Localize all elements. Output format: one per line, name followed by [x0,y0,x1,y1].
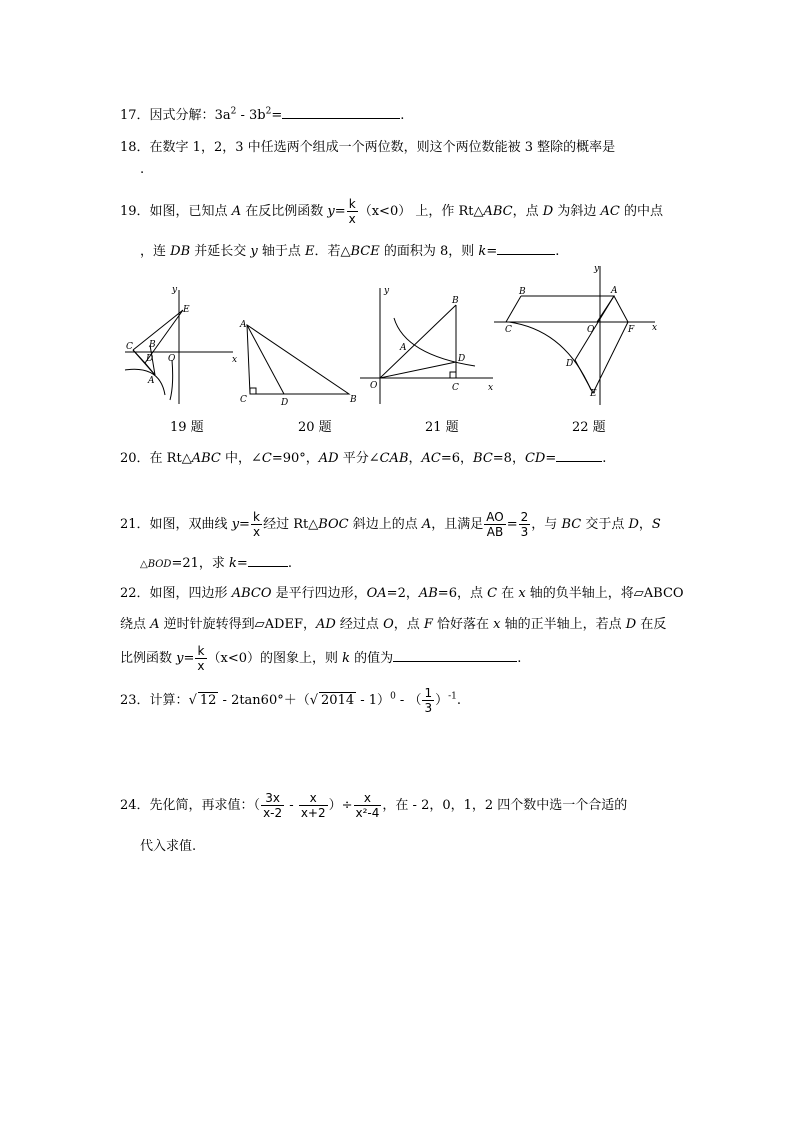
q20: 20．在 Rt△ABC 中，∠C=90°，AD 平分∠CAB，AC=6，BC=8，CD= . [120,451,607,466]
svg-text:x: x [232,355,238,365]
answer-blank[interactable] [248,555,288,567]
svg-text:O: O [587,325,595,335]
q22-line2: 绕点 A 逆时针旋转得到▱ADEF，AD 经过点 O，点 F 恰好落在 x 轴的正半轴上，若点 D 在反 [120,617,667,632]
svg-text:B: B [519,287,526,297]
svg-text:D: D [146,354,154,364]
q22-line3: 比例函数 y= $\frac{k}{x}$ （x<0）的图象上，则 k 的值为 . [120,644,522,673]
q17: 17．因式分解：$3a^2 - 3b^2=$ . [120,106,405,123]
svg-text:C: C [505,325,512,335]
svg-text:A: A [400,343,407,353]
svg-text:x: x [488,383,494,393]
svg-text:D: D [566,359,574,369]
svg-text:C: C [452,383,459,393]
svg-text:E: E [183,305,190,315]
caption-22: 22 题 [572,420,606,435]
svg-text:y: y [172,285,178,295]
figure-20-labels [239,320,357,408]
figure-21-labels [370,286,493,393]
figure-19 [125,290,233,404]
q18-period: . [140,162,145,177]
svg-text:y: y [594,264,600,274]
q19-line1: 19．如图，已知点 A 在反比例函数 y= $\frac{k}{x}$ （x<0） 上，作 Rt△ABC，点 D 为斜边 AC 的中点 [120,197,663,226]
q24-line2: 代入求值. [140,839,197,854]
svg-text:D: D [281,398,289,408]
q21-line1: 21．如图，双曲线 y= $\frac{k}{x}$ 经过 Rt△BOC 斜边上的点 A，且满足 $\frac{AO}{AB}$ = $\frac{2}{3}$ ，与 BC 交于点 D，S [120,510,661,539]
caption-20: 20 题 [298,420,332,435]
svg-text:O: O [370,381,378,391]
svg-text:D: D [458,354,466,364]
svg-text:E: E [590,389,597,399]
answer-blank[interactable] [393,650,517,662]
svg-text:B: B [350,395,357,405]
svg-text:A: A [240,320,247,330]
q19-line2: ，连 DB 并延长交 y 轴于点 E．若△BCE 的面积为 8，则 k= . [140,244,560,259]
caption-21: 21 题 [425,420,459,435]
figure-19-labels [126,285,237,386]
q23: 23．计算：√ 12 - 2tan60°＋（√ 2014 - 1）$^0$ - （ $\frac{1}{3}$ ）$^{-1}$. [120,686,462,715]
svg-text:C: C [240,395,247,405]
fraction: $\frac{k}{x}$ [348,197,356,226]
svg-text:A: A [611,286,618,296]
q22-line1: 22．如图，四边形 ABCO 是平行四边形，OA=2，AB=6，点 C 在 x 轴的负半轴上，将▱ABCO [120,586,684,601]
svg-text:x: x [652,323,658,333]
figure-22-labels [505,264,657,399]
q18: 18．在数字 1，2，3 中任选两个组成一个两位数，则这个两位数能被 3 整除的概率是 [120,140,616,155]
caption-19: 19 题 [170,420,204,435]
figure-21 [360,288,493,404]
svg-text:B: B [149,340,156,350]
figure-20 [247,325,349,394]
figures [0,0,794,440]
q24-line1: 24．先化简，再求值：（ $\frac{3x}{x-2}$ - $\frac{x}{x+2}$ ）÷ $\frac{x}{\text{x²-4}}$ ，在 - 2，0，1，2 四个数中选一个合适的 [120,791,628,820]
svg-text:F: F [628,325,635,335]
svg-text:A: A [148,376,155,386]
q21-line2: △BOD=21，求 k= . [140,556,292,571]
svg-text:y: y [384,286,390,296]
svg-text:O: O [168,354,176,364]
svg-text:C: C [126,342,133,352]
answer-blank[interactable] [556,450,602,462]
svg-text:B: B [452,296,459,306]
